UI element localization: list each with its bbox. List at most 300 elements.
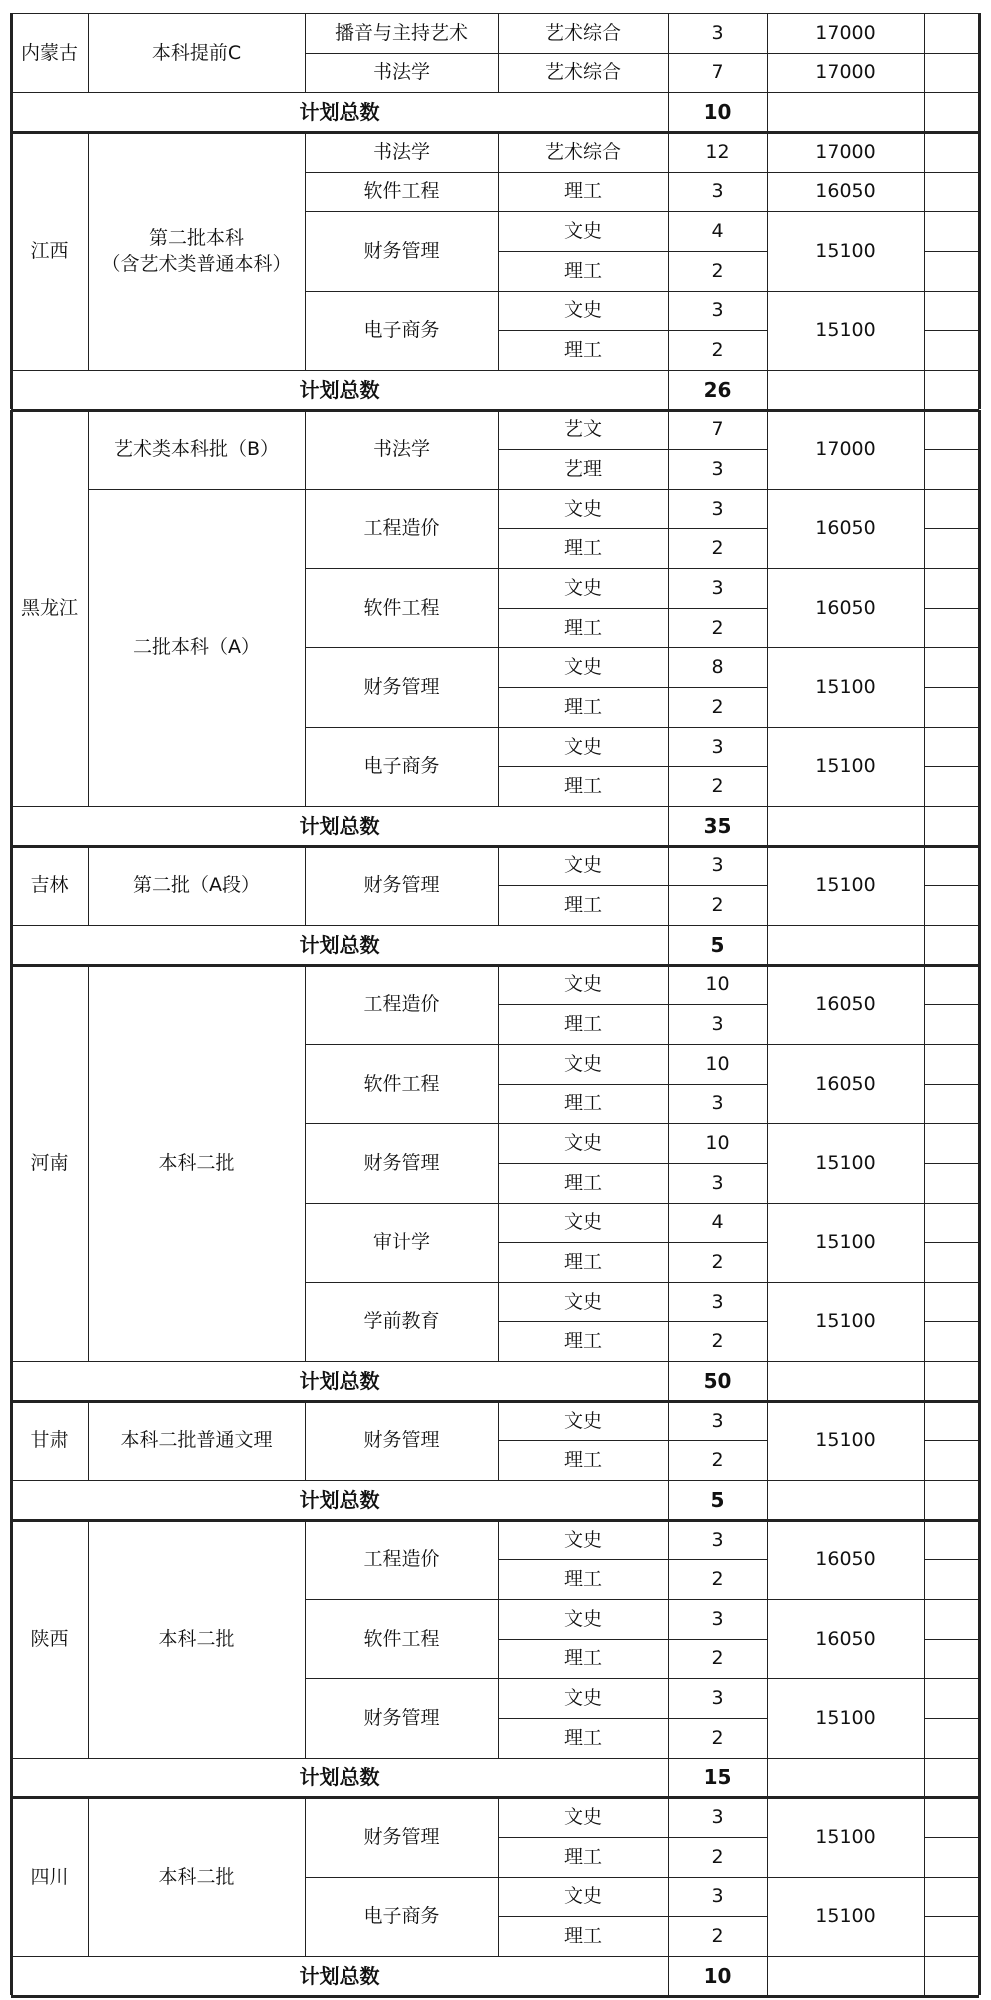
total-label: 计划总数 [299, 1368, 380, 1393]
plan-count-cell: 3 [711, 1885, 724, 1908]
empty-cell [924, 1163, 979, 1203]
subject-type-cell: 艺术综合 [544, 61, 621, 84]
empty-cell [924, 132, 979, 172]
empty-cell [924, 410, 979, 450]
major-cell: 电子商务 [363, 319, 440, 342]
plan-count-cell: 2 [711, 1845, 724, 1868]
row-divider [924, 687, 979, 688]
batch-cell: 第二批（A段） [133, 874, 260, 897]
row-divider [498, 1837, 767, 1838]
empty-cell [924, 1758, 979, 1798]
total-top-border [11, 925, 979, 926]
major-divider [305, 1678, 979, 1679]
empty-cell [924, 885, 979, 925]
row-divider [498, 1718, 767, 1719]
column-line [668, 1361, 669, 1401]
tuition-fee-cell: 15100 [815, 1231, 876, 1254]
subject-type-cell: 艺文 [563, 418, 602, 441]
row-divider [498, 251, 767, 252]
total-top-border [11, 1480, 979, 1481]
major-cell: 电子商务 [363, 755, 440, 778]
row-divider [924, 251, 979, 252]
tuition-fee-cell: 16050 [815, 1548, 876, 1571]
empty-cell [767, 370, 924, 410]
major-cell: 财务管理 [363, 1151, 440, 1174]
section-border [11, 1995, 979, 1998]
column-line [668, 965, 669, 1362]
column-line [10, 410, 13, 807]
major-cell: 软件工程 [363, 596, 440, 619]
subject-type-cell: 艺术综合 [544, 140, 621, 163]
column-line [668, 132, 669, 370]
plan-count-cell: 2 [711, 259, 724, 282]
column-line [305, 1520, 306, 1758]
tuition-fee-cell: 15100 [815, 755, 876, 778]
empty-cell [924, 92, 979, 132]
subject-type-cell: 理工 [563, 1330, 602, 1353]
column-line [498, 965, 499, 1362]
total-count: 5 [710, 1487, 725, 1512]
column-line [767, 92, 768, 132]
total-top-border [11, 806, 979, 807]
column-line [924, 925, 925, 965]
column-line [88, 1401, 89, 1480]
major-cell: 播音与主持艺术 [334, 21, 468, 44]
tuition-fee-cell: 17000 [815, 438, 876, 461]
row-divider [924, 1916, 979, 1917]
major-divider [305, 727, 979, 728]
major-divider [305, 647, 979, 648]
batch-cell: 本科二批 [158, 1865, 235, 1888]
tuition-fee-cell: 16050 [815, 1072, 876, 1095]
empty-cell [924, 1203, 979, 1243]
empty-cell [924, 211, 979, 251]
batch-cell: 本科二批 [158, 1627, 235, 1650]
subject-type-cell: 理工 [563, 1925, 602, 1947]
row-divider [924, 528, 979, 529]
plan-count-cell: 4 [711, 220, 724, 243]
column-line [767, 13, 768, 92]
total-count: 10 [703, 100, 732, 125]
empty-cell [924, 766, 979, 806]
empty-cell [924, 53, 979, 93]
plan-count-cell: 3 [711, 1528, 724, 1551]
column-line [668, 806, 669, 846]
column-line [924, 1520, 925, 1758]
column-line [978, 13, 981, 92]
column-line [668, 925, 669, 965]
column-line [305, 410, 306, 807]
empty-cell [924, 1004, 979, 1044]
major-divider [305, 53, 979, 54]
tuition-fee-cell: 17000 [815, 21, 876, 44]
empty-cell [924, 846, 979, 886]
column-line [767, 1520, 768, 1758]
province-cell: 吉林 [30, 874, 69, 897]
province-cell: 黑龙江 [20, 596, 78, 619]
column-line [767, 925, 768, 965]
subject-type-cell: 文史 [563, 1806, 602, 1829]
row-divider [498, 766, 767, 767]
empty-cell [924, 528, 979, 568]
row-divider [498, 687, 767, 688]
row-divider [498, 449, 767, 450]
column-line [10, 1797, 13, 1956]
total-top-border [11, 92, 979, 93]
subject-type-cell: 文史 [563, 1528, 602, 1551]
column-line [767, 965, 768, 1362]
row-divider [498, 1559, 767, 1560]
column-line [767, 370, 768, 410]
empty-cell [924, 1361, 979, 1401]
empty-cell [924, 1480, 979, 1520]
empty-cell [924, 1520, 979, 1560]
subject-type-cell: 文史 [563, 1687, 602, 1710]
plan-count-cell: 10 [705, 1052, 730, 1075]
total-count: 26 [703, 377, 732, 402]
column-line [10, 1956, 13, 1996]
table-top-border [11, 13, 979, 14]
column-line [88, 846, 89, 925]
total-count: 35 [703, 813, 732, 838]
column-line [305, 965, 306, 1362]
empty-cell [924, 449, 979, 489]
plan-count-cell: 3 [711, 497, 724, 520]
column-line [978, 1361, 981, 1401]
row-divider [924, 1163, 979, 1164]
batch-cell: 本科二批普通文理 [120, 1429, 273, 1452]
row-divider [498, 885, 767, 886]
empty-cell [924, 1321, 979, 1361]
major-divider [305, 1123, 979, 1124]
plan-count-cell: 2 [711, 1449, 724, 1472]
plan-count-cell: 7 [711, 418, 724, 441]
column-line [767, 1480, 768, 1520]
empty-cell [924, 1401, 979, 1441]
column-line [978, 1797, 981, 1956]
column-line [924, 1401, 925, 1480]
plan-count-cell: 10 [705, 973, 730, 996]
column-line [924, 1956, 925, 1996]
column-line [668, 92, 669, 132]
column-line [305, 13, 306, 92]
subject-type-cell: 理工 [563, 1449, 602, 1472]
column-line [924, 370, 925, 410]
plan-count-cell: 2 [711, 1925, 724, 1947]
tuition-fee-cell: 15100 [815, 874, 876, 897]
column-line [498, 132, 499, 370]
tuition-fee-cell: 15100 [815, 239, 876, 262]
empty-cell [924, 1559, 979, 1599]
column-line [767, 1956, 768, 1996]
tuition-fee-cell: 16050 [815, 180, 876, 203]
row-divider [498, 1242, 767, 1243]
plan-count-cell: 3 [711, 1687, 724, 1710]
column-line [978, 1401, 981, 1480]
plan-count-cell: 8 [711, 656, 724, 679]
plan-count-cell: 3 [711, 1409, 724, 1432]
major-cell: 书法学 [372, 140, 430, 163]
subject-type-cell: 文史 [563, 1132, 602, 1154]
subject-type-cell: 艺理 [563, 457, 602, 480]
column-line [498, 846, 499, 925]
column-line [924, 13, 925, 92]
empty-cell [924, 806, 979, 846]
subject-type-cell: 理工 [563, 1647, 602, 1670]
empty-cell [924, 1956, 979, 1996]
empty-cell [924, 1084, 979, 1124]
subject-type-cell: 理工 [563, 1568, 602, 1591]
column-line [924, 846, 925, 925]
empty-cell [767, 806, 924, 846]
province-cell: 陕西 [30, 1627, 69, 1650]
major-cell: 财务管理 [363, 1429, 440, 1452]
column-line [10, 370, 13, 410]
batch-cell: 第二批本科 （含艺术类普通本科） [101, 226, 292, 275]
subject-type-cell: 文史 [563, 735, 602, 758]
empty-cell [924, 1916, 979, 1956]
total-label: 计划总数 [299, 1963, 380, 1988]
total-label: 计划总数 [299, 813, 380, 838]
empty-cell [924, 1877, 979, 1917]
column-line [305, 1401, 306, 1480]
plan-count-cell: 3 [711, 735, 724, 758]
tuition-fee-cell: 16050 [815, 517, 876, 540]
major-cell: 财务管理 [363, 874, 440, 897]
column-line [668, 370, 669, 410]
empty-cell [924, 1599, 979, 1639]
column-line [668, 1758, 669, 1798]
column-line [10, 132, 13, 370]
tuition-fee-cell: 16050 [815, 596, 876, 619]
major-cell: 软件工程 [363, 180, 440, 203]
subject-type-cell: 理工 [563, 1092, 602, 1115]
subject-type-cell: 理工 [563, 1845, 602, 1868]
column-line [498, 1520, 499, 1758]
batch-divider [88, 489, 979, 490]
column-line [10, 1361, 13, 1401]
major-cell: 书法学 [372, 438, 430, 461]
row-divider [924, 1837, 979, 1838]
column-line [668, 410, 669, 807]
column-line [978, 1480, 981, 1520]
column-line [88, 410, 89, 807]
empty-cell [924, 1718, 979, 1758]
column-line [10, 1401, 13, 1480]
empty-cell [767, 1480, 924, 1520]
column-line [924, 92, 925, 132]
empty-cell [924, 647, 979, 687]
province-cell: 江西 [30, 239, 69, 262]
row-divider [924, 1718, 979, 1719]
subject-type-cell: 文史 [563, 299, 602, 322]
tuition-fee-cell: 16050 [815, 993, 876, 1016]
row-divider [498, 1440, 767, 1441]
province-cell: 河南 [30, 1151, 69, 1174]
major-cell: 书法学 [372, 61, 430, 84]
major-divider [305, 172, 979, 173]
plan-count-cell: 2 [711, 1647, 724, 1670]
tuition-fee-cell: 15100 [815, 1825, 876, 1848]
total-top-border [11, 1956, 979, 1957]
column-line [10, 92, 13, 132]
row-divider [498, 1916, 767, 1917]
batch-cell: 本科二批 [158, 1151, 235, 1174]
row-divider [498, 1084, 767, 1085]
total-top-border [11, 1361, 979, 1362]
row-divider [498, 1321, 767, 1322]
subject-type-cell: 文史 [563, 854, 602, 877]
province-cell: 内蒙古 [20, 41, 78, 64]
column-line [767, 1758, 768, 1798]
major-divider [305, 211, 979, 212]
major-divider [305, 1203, 979, 1204]
province-cell: 四川 [30, 1865, 69, 1888]
plan-count-cell: 7 [711, 61, 724, 84]
row-divider [924, 1084, 979, 1085]
column-line [767, 1797, 768, 1956]
column-line [668, 1401, 669, 1480]
row-divider [498, 1004, 767, 1005]
plan-count-cell: 2 [711, 894, 724, 917]
empty-cell [767, 1956, 924, 1996]
major-cell: 工程造价 [363, 1548, 440, 1571]
total-label: 计划总数 [299, 1765, 380, 1790]
column-line [924, 806, 925, 846]
total-label: 计划总数 [299, 377, 380, 402]
empty-cell [924, 1242, 979, 1282]
subject-type-cell: 理工 [563, 775, 602, 798]
column-line [88, 13, 89, 92]
column-line [767, 410, 768, 807]
row-divider [924, 766, 979, 767]
tuition-fee-cell: 15100 [815, 1429, 876, 1452]
column-line [88, 1797, 89, 1956]
plan-count-cell: 12 [705, 140, 730, 163]
empty-cell [924, 1678, 979, 1718]
subject-type-cell: 理工 [563, 259, 602, 282]
plan-count-cell: 2 [711, 695, 724, 718]
column-line [978, 1758, 981, 1798]
subject-type-cell: 文史 [563, 1885, 602, 1908]
plan-count-cell: 10 [705, 1132, 730, 1154]
row-divider [924, 330, 979, 331]
column-line [978, 965, 981, 1362]
row-divider [924, 1559, 979, 1560]
major-cell: 财务管理 [363, 1825, 440, 1848]
plan-count-cell: 3 [711, 1171, 724, 1194]
row-divider [498, 528, 767, 529]
empty-cell [767, 925, 924, 965]
subject-type-cell: 理工 [563, 180, 602, 203]
empty-cell [924, 370, 979, 410]
subject-type-cell: 文史 [563, 1211, 602, 1234]
plan-count-cell: 3 [711, 21, 724, 44]
major-cell: 软件工程 [363, 1627, 440, 1650]
batch-cell: 本科提前C [151, 41, 242, 64]
plan-count-cell: 2 [711, 1250, 724, 1273]
major-divider [305, 1877, 979, 1878]
major-divider [305, 1282, 979, 1283]
column-line [924, 965, 925, 1362]
total-label: 计划总数 [299, 100, 380, 125]
row-divider [498, 1163, 767, 1164]
major-cell: 电子商务 [363, 1905, 440, 1928]
empty-cell [924, 925, 979, 965]
column-line [978, 92, 981, 132]
column-line [498, 410, 499, 807]
column-line [924, 1361, 925, 1401]
column-line [978, 1956, 981, 1996]
empty-cell [924, 965, 979, 1005]
tuition-fee-cell: 15100 [815, 1706, 876, 1729]
column-line [924, 1797, 925, 1956]
column-line [498, 1797, 499, 1956]
column-line [668, 846, 669, 925]
plan-count-cell: 3 [711, 1607, 724, 1630]
empty-cell [924, 1639, 979, 1679]
row-divider [498, 608, 767, 609]
major-cell: 工程造价 [363, 993, 440, 1016]
column-line [10, 13, 13, 92]
total-count: 10 [703, 1963, 732, 1988]
column-line [924, 132, 925, 370]
plan-count-cell: 3 [711, 457, 724, 480]
empty-cell [924, 568, 979, 608]
empty-cell [924, 608, 979, 648]
empty-cell [924, 291, 979, 331]
tuition-fee-cell: 15100 [815, 1151, 876, 1174]
subject-type-cell: 理工 [563, 1726, 602, 1749]
province-cell: 甘肃 [30, 1429, 69, 1452]
plan-count-cell: 2 [711, 775, 724, 798]
column-line [498, 1401, 499, 1480]
column-line [978, 806, 981, 846]
column-line [10, 806, 13, 846]
empty-cell [924, 13, 979, 53]
tuition-fee-cell: 15100 [815, 319, 876, 342]
subject-type-cell: 文史 [563, 576, 602, 599]
plan-count-cell: 2 [711, 1726, 724, 1749]
total-count: 50 [703, 1368, 732, 1393]
column-line [305, 132, 306, 370]
empty-cell [924, 1044, 979, 1084]
row-divider [924, 449, 979, 450]
empty-cell [924, 1440, 979, 1480]
plan-count-cell: 3 [711, 1290, 724, 1313]
column-line [88, 965, 89, 1362]
tuition-fee-cell: 15100 [815, 676, 876, 699]
column-line [10, 965, 13, 1362]
total-count: 15 [703, 1765, 732, 1790]
major-cell: 财务管理 [363, 1706, 440, 1729]
subject-type-cell: 文史 [563, 1607, 602, 1630]
subject-type-cell: 文史 [563, 973, 602, 996]
row-divider [924, 1242, 979, 1243]
subject-type-cell: 理工 [563, 1250, 602, 1273]
total-count: 5 [710, 932, 725, 957]
major-cell: 软件工程 [363, 1072, 440, 1095]
empty-cell [924, 330, 979, 370]
subject-type-cell: 文史 [563, 656, 602, 679]
batch-cell: 二批本科（A） [133, 636, 260, 659]
column-line [668, 1520, 669, 1758]
plan-count-cell: 2 [711, 537, 724, 560]
subject-type-cell: 文史 [563, 1290, 602, 1313]
empty-cell [767, 92, 924, 132]
major-divider [305, 1599, 979, 1600]
plan-count-cell: 3 [711, 180, 724, 203]
